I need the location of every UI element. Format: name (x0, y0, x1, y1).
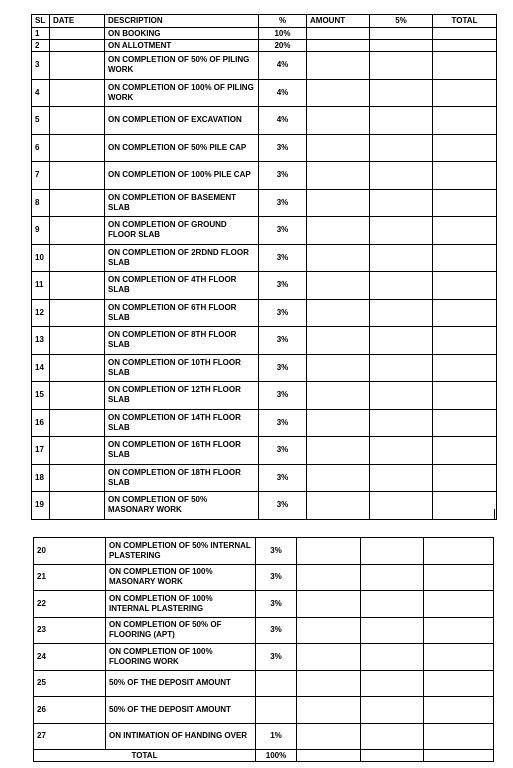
header-sl: SL (32, 15, 50, 28)
row-description: 50% OF THE DEPOSIT AMOUNT (106, 670, 256, 697)
row-amount (307, 244, 370, 272)
row-description: ON COMPLETION OF 10TH FLOOR SLAB (105, 354, 259, 382)
row-percent: 3% (256, 617, 297, 644)
total-total (424, 750, 494, 762)
row-total (433, 464, 497, 492)
row-date (50, 272, 105, 300)
table-row (34, 723, 494, 750)
row-sl: 18 (32, 464, 50, 492)
row-percent: 3% (259, 189, 307, 217)
row-description: ON BOOKING (105, 28, 259, 40)
row-description: ON COMPLETION OF 100% PILE CAP (105, 162, 259, 190)
row-sl: 26 (34, 697, 106, 724)
header-total: TOTAL (433, 15, 497, 28)
row-gst (370, 492, 433, 520)
total-amount (297, 750, 361, 762)
row-amount (307, 437, 370, 465)
header-row (32, 15, 497, 28)
row-total (433, 107, 497, 135)
row-amount (307, 189, 370, 217)
row-amount (297, 591, 361, 618)
row-amount (297, 617, 361, 644)
row-description: ON COMPLETION OF 50% OF PILING WORK (105, 52, 259, 80)
table-row (34, 670, 494, 697)
row-description: ON COMPLETION OF 4TH FLOOR SLAB (105, 272, 259, 300)
row-date (50, 134, 105, 162)
row-sl: 11 (32, 272, 50, 300)
row-sl: 19 (32, 492, 50, 520)
header-gst: 5% (370, 15, 433, 28)
row-sl: 4 (32, 79, 50, 107)
payment-schedule-table-part1 (31, 14, 497, 520)
row-sl: 25 (34, 670, 106, 697)
row-sl: 15 (32, 382, 50, 410)
header-percent: % (259, 15, 307, 28)
table-row (32, 327, 497, 355)
row-gst (370, 244, 433, 272)
total-label: TOTAL (34, 750, 256, 762)
row-gst (370, 40, 433, 52)
row-total (424, 670, 494, 697)
row-total (433, 492, 497, 520)
row-total (433, 162, 497, 190)
row-sl: 22 (34, 591, 106, 618)
table-row (34, 617, 494, 644)
row-gst (361, 697, 424, 724)
row-percent: 3% (259, 354, 307, 382)
row-gst (370, 79, 433, 107)
table-row (32, 79, 497, 107)
row-percent: 3% (259, 299, 307, 327)
table-row (32, 409, 497, 437)
row-percent: 4% (259, 52, 307, 80)
row-percent: 3% (256, 644, 297, 671)
row-date (50, 327, 105, 355)
row-date (50, 79, 105, 107)
row-description: ON COMPLETION OF GROUND FLOOR SLAB (105, 217, 259, 245)
row-percent: 3% (259, 244, 307, 272)
row-percent: 3% (259, 162, 307, 190)
row-amount (307, 299, 370, 327)
row-gst (370, 437, 433, 465)
row-percent: 3% (259, 437, 307, 465)
row-percent: 3% (259, 464, 307, 492)
row-date (50, 299, 105, 327)
row-gst (370, 464, 433, 492)
table-row (32, 272, 497, 300)
row-description: ON COMPLETION OF EXCAVATION (105, 107, 259, 135)
row-date (50, 217, 105, 245)
row-total (433, 354, 497, 382)
row-percent: 3% (259, 217, 307, 245)
table-row (32, 244, 497, 272)
row-amount (307, 217, 370, 245)
row-description: ON COMPLETION OF 100% MASONARY WORK (106, 564, 256, 591)
row-percent: 3% (259, 492, 307, 520)
row-percent: 10% (259, 28, 307, 40)
row-sl: 13 (32, 327, 50, 355)
row-amount (307, 382, 370, 410)
row-gst (361, 670, 424, 697)
row-description: ON COMPLETION OF 6TH FLOOR SLAB (105, 299, 259, 327)
table-row (32, 354, 497, 382)
header-description: DESCRIPTION (105, 15, 259, 28)
row-total (433, 52, 497, 80)
total-gst (361, 750, 424, 762)
row-description: ON COMPLETION OF 100% OF PILING WORK (105, 79, 259, 107)
row-gst (370, 409, 433, 437)
row-total (433, 409, 497, 437)
row-description: ON COMPLETION OF 50% INTERNAL PLASTERING (106, 538, 256, 565)
row-date (50, 464, 105, 492)
table-row (32, 40, 497, 52)
row-amount (307, 464, 370, 492)
table-row (32, 162, 497, 190)
row-gst (370, 217, 433, 245)
row-percent: 4% (259, 79, 307, 107)
row-description: ON COMPLETION OF 8TH FLOOR SLAB (105, 327, 259, 355)
row-gst (370, 28, 433, 40)
row-description: ON COMPLETION OF 16TH FLOOR SLAB (105, 437, 259, 465)
row-gst (361, 538, 424, 565)
row-date (50, 107, 105, 135)
row-gst (370, 354, 433, 382)
row-amount (297, 564, 361, 591)
row-total (433, 217, 497, 245)
table-row (34, 644, 494, 671)
row-description: ON INTIMATION OF HANDING OVER (106, 723, 256, 750)
table-row (32, 134, 497, 162)
row-amount (307, 327, 370, 355)
row-date (50, 40, 105, 52)
row-percent: 3% (256, 591, 297, 618)
row-amount (297, 723, 361, 750)
row-percent: 4% (259, 107, 307, 135)
row-sl: 5 (32, 107, 50, 135)
table-row (34, 591, 494, 618)
row-total (433, 272, 497, 300)
row-description: ON ALLOTMENT (105, 40, 259, 52)
row-sl: 3 (32, 52, 50, 80)
row-percent: 3% (259, 382, 307, 410)
row-percent (256, 670, 297, 697)
table-row (32, 28, 497, 40)
row-sl: 21 (34, 564, 106, 591)
table-row (34, 538, 494, 565)
row-gst (370, 162, 433, 190)
row-gst (361, 591, 424, 618)
table-row (34, 697, 494, 724)
row-total (433, 134, 497, 162)
row-percent: 3% (259, 134, 307, 162)
row-total (424, 538, 494, 565)
table-row (32, 217, 497, 245)
row-sl: 20 (34, 538, 106, 565)
row-amount (307, 52, 370, 80)
row-amount (307, 272, 370, 300)
row-gst (370, 299, 433, 327)
table-row (32, 299, 497, 327)
row-description: ON COMPLETION OF 50% MASONARY WORK (105, 492, 259, 520)
table-row (32, 464, 497, 492)
row-percent: 1% (256, 723, 297, 750)
row-sl: 7 (32, 162, 50, 190)
row-total (433, 28, 497, 40)
row-gst (361, 644, 424, 671)
total-row (34, 750, 494, 762)
payment-schedule-table-part2 (33, 537, 494, 762)
row-amount (307, 40, 370, 52)
row-amount (297, 697, 361, 724)
row-description: ON COMPLETION OF BASEMENT SLAB (105, 189, 259, 217)
row-gst (370, 189, 433, 217)
row-sl: 12 (32, 299, 50, 327)
row-total (424, 723, 494, 750)
row-date (50, 189, 105, 217)
row-total (433, 299, 497, 327)
row-total (433, 40, 497, 52)
row-amount (307, 162, 370, 190)
row-date (50, 492, 105, 520)
row-total (433, 189, 497, 217)
row-percent: 3% (256, 564, 297, 591)
row-description: ON COMPLETION OF 50% OF FLOORING (APT) (106, 617, 256, 644)
row-description: ON COMPLETION OF 50% PILE CAP (105, 134, 259, 162)
row-date (50, 409, 105, 437)
row-sl: 17 (32, 437, 50, 465)
row-date (50, 244, 105, 272)
row-sl: 6 (32, 134, 50, 162)
total-percent: 100% (256, 750, 297, 762)
row-description: ON COMPLETION OF 100% INTERNAL PLASTERING (106, 591, 256, 618)
row-gst (361, 617, 424, 644)
row-gst (361, 564, 424, 591)
row-description: 50% OF THE DEPOSIT AMOUNT (106, 697, 256, 724)
row-amount (307, 492, 370, 520)
table-row (32, 437, 497, 465)
row-sl: 16 (32, 409, 50, 437)
row-total (424, 564, 494, 591)
row-amount (297, 538, 361, 565)
row-date (50, 354, 105, 382)
row-description: ON COMPLETION OF 100% FLOORING WORK (106, 644, 256, 671)
row-gst (370, 327, 433, 355)
row-description: ON COMPLETION OF 12TH FLOOR SLAB (105, 382, 259, 410)
row-sl: 23 (34, 617, 106, 644)
table-row (32, 492, 497, 520)
row-amount (297, 670, 361, 697)
row-gst (370, 107, 433, 135)
row-percent: 3% (256, 538, 297, 565)
table-row (34, 564, 494, 591)
row-gst (361, 723, 424, 750)
row-gst (370, 52, 433, 80)
table-row (32, 107, 497, 135)
row-amount (297, 644, 361, 671)
row-sl: 1 (32, 28, 50, 40)
row-percent: 3% (259, 272, 307, 300)
row-sl: 10 (32, 244, 50, 272)
row-date (50, 52, 105, 80)
row-sl: 8 (32, 189, 50, 217)
row-total (433, 327, 497, 355)
row-amount (307, 409, 370, 437)
row-percent: 3% (259, 409, 307, 437)
row-description: ON COMPLETION OF 18TH FLOOR SLAB (105, 464, 259, 492)
header-amount: AMOUNT (307, 15, 370, 28)
row-amount (307, 79, 370, 107)
row-date (50, 382, 105, 410)
row-date (50, 437, 105, 465)
row-total (433, 382, 497, 410)
row-date (50, 28, 105, 40)
row-gst (370, 382, 433, 410)
row-amount (307, 134, 370, 162)
row-total (424, 697, 494, 724)
row-total (424, 644, 494, 671)
row-total (433, 437, 497, 465)
row-amount (307, 28, 370, 40)
row-sl: 27 (34, 723, 106, 750)
row-amount (307, 107, 370, 135)
row-sl: 14 (32, 354, 50, 382)
row-total (433, 79, 497, 107)
row-amount (307, 354, 370, 382)
header-date: DATE (50, 15, 105, 28)
row-total (424, 591, 494, 618)
table-row (32, 382, 497, 410)
table-edge-mark (494, 509, 495, 520)
table-row (32, 189, 497, 217)
row-percent (256, 697, 297, 724)
table-row (32, 52, 497, 80)
row-description: ON COMPLETION OF 14TH FLOOR SLAB (105, 409, 259, 437)
row-percent: 20% (259, 40, 307, 52)
row-sl: 9 (32, 217, 50, 245)
row-total (424, 617, 494, 644)
row-percent: 3% (259, 327, 307, 355)
row-gst (370, 272, 433, 300)
row-description: ON COMPLETION OF 2RDND FLOOR SLAB (105, 244, 259, 272)
row-gst (370, 134, 433, 162)
row-total (433, 244, 497, 272)
row-sl: 2 (32, 40, 50, 52)
row-sl: 24 (34, 644, 106, 671)
row-date (50, 162, 105, 190)
